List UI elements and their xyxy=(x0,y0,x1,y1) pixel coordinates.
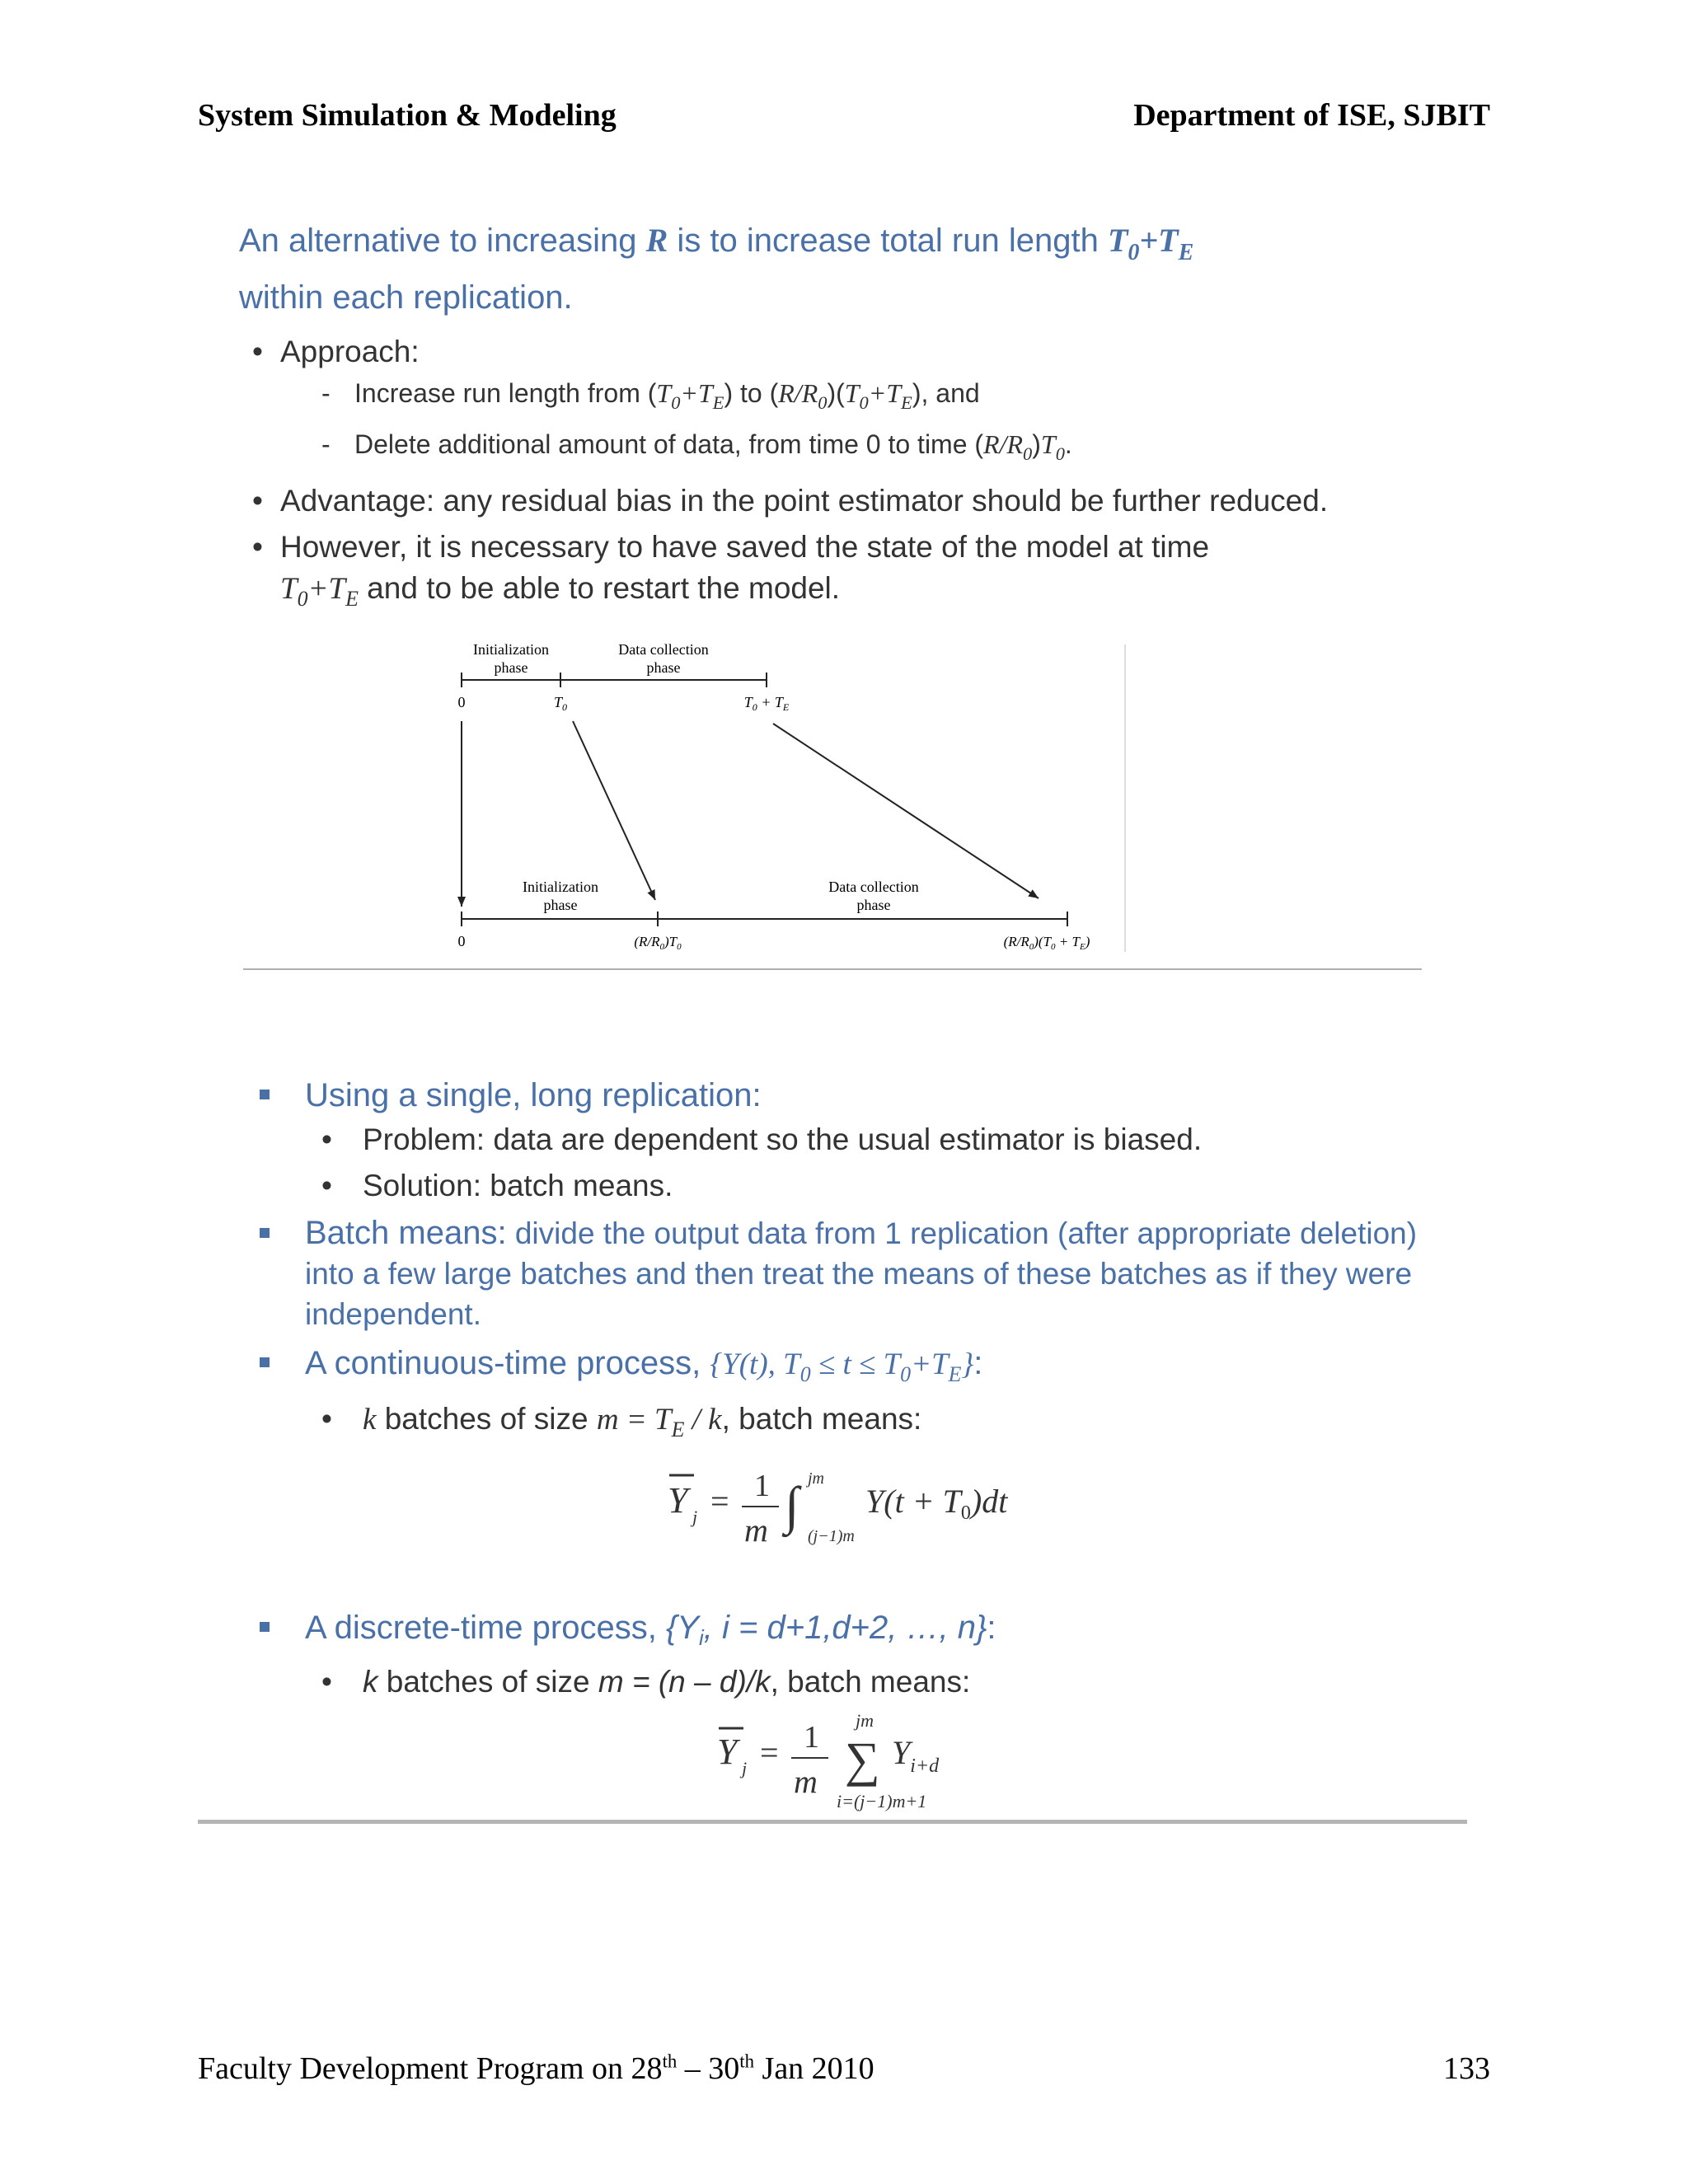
formula-continuous-batch-mean xyxy=(659,1459,1071,1566)
sum-lower: i=(j−1)m+1 xyxy=(837,1791,927,1811)
bullet-discrete-time xyxy=(198,1607,1467,1658)
ybar-y: Y xyxy=(717,1732,738,1772)
summand: $Y_{i+d}$ xyxy=(892,1734,940,1777)
square-bullet xyxy=(260,1622,270,1632)
m: m xyxy=(744,1511,768,1549)
equals: = xyxy=(760,1734,779,1771)
title-text-line2: within each replication. xyxy=(239,279,573,316)
department-name: Department of ISE, SJBIT xyxy=(1133,98,1490,133)
var-k: k xyxy=(363,1664,378,1699)
b4-math: {Yi, i = d+1,d+2, …, n} xyxy=(665,1610,987,1650)
b4-text: A discrete-time process, {Yi, i = d+1,d+2, …, n}: xyxy=(305,1610,996,1650)
sub2-math-1: $R/R_0$ xyxy=(983,429,1033,464)
bullet-dot: • xyxy=(321,1402,332,1436)
title-text-b: is to increase total run length xyxy=(668,223,1108,259)
advantage-text: Advantage: any residual bias in the point estimator should be further reduced. xyxy=(280,484,1329,518)
bottom-tick-2-label: $(R/R_0)(T_0 + T_E)$ xyxy=(1003,934,1090,952)
bullet-advantage xyxy=(239,480,1385,522)
bullet-batch-means xyxy=(198,1213,1442,1334)
b4-math-text: {Y xyxy=(665,1610,699,1647)
page-header xyxy=(198,97,1490,147)
bullet-dot: • xyxy=(321,1169,332,1202)
t0-t: T xyxy=(553,694,563,710)
sub-bullet-delete: - Delete additional amount of data, from time 0 to time $(R/R_0)T_0$. xyxy=(239,424,1418,475)
sub1-text-c: )( xyxy=(827,377,845,408)
sub2-text-a: Delete additional amount of data, from time 0 to time ( xyxy=(354,429,984,459)
footer-text-b: – 30 xyxy=(677,2051,740,2086)
int-lower: (j−1)m xyxy=(808,1527,855,1545)
dash: - xyxy=(321,377,331,408)
sub-bullet-k-batches-continuous xyxy=(198,1399,1467,1451)
integral: ∫ xyxy=(785,1476,799,1535)
dash: - xyxy=(321,429,331,459)
b4-sub1-b: , batch means: xyxy=(770,1664,971,1699)
b2-rest: divide the output data from 1 replication (after appropriate deletion) into a few large batches and then treat the means of these batches as if they were independent. xyxy=(305,1216,1418,1331)
top-phase1-label-1: Initialization xyxy=(473,641,549,658)
title-text-a: An alternative to increasing xyxy=(239,223,646,259)
b4-math-rest: , i = d+1,d+2, …, n} xyxy=(703,1610,987,1647)
b4-sub1-a: batches of size xyxy=(377,1664,598,1699)
footer-sup1: th xyxy=(662,2050,678,2072)
sub1-math-1: $T_0+T_E$ xyxy=(656,377,724,413)
b4-sub1-m: m = (n – d)/k xyxy=(598,1664,771,1699)
slide1-title xyxy=(239,218,1418,320)
b4-title: A discrete-time process, xyxy=(305,1610,666,1647)
sigma: ∑ xyxy=(845,1732,880,1787)
square-bullet xyxy=(260,1090,270,1099)
bullet-dot: • xyxy=(252,484,263,518)
b3-sub1-b: , batch means: xyxy=(721,1402,922,1436)
top-tick-t0-label: $T_0$ xyxy=(553,694,568,713)
bullet-dot: • xyxy=(321,1664,332,1699)
bullet-continuous-time xyxy=(198,1343,1467,1395)
formula-discrete-batch-mean xyxy=(709,1702,1055,1817)
top-phase1-label-2: phase xyxy=(494,659,528,676)
b3-text: A continuous-time process, {Y(t), $T_0 \le t \le T_0+T_E$}: xyxy=(305,1345,983,1387)
one: 1 xyxy=(804,1720,819,1755)
top-phase2-label-2: phase xyxy=(646,659,681,676)
sub2-text-b: ) xyxy=(1032,429,1041,459)
bottom-tick-1-label: $(R/R_0)T_0$ xyxy=(634,934,682,952)
slide-separator xyxy=(243,968,1422,970)
sub-bullet-solution xyxy=(198,1165,1467,1207)
bottom-phase1-label-1: Initialization xyxy=(523,879,598,895)
bottom-phase1-label-2: phase xyxy=(543,897,578,913)
b3-sub1-a: batches of size xyxy=(376,1402,597,1436)
t0te-t: T xyxy=(743,694,753,710)
square-bullet xyxy=(260,1357,270,1367)
b3-title: A continuous-time process, xyxy=(305,1345,710,1381)
sub-bullet-k-batches-discrete xyxy=(198,1661,1467,1703)
ybar-j: j xyxy=(742,1758,748,1779)
bullet-however xyxy=(239,527,1418,620)
page-footer xyxy=(198,2050,1490,2100)
sub-bullet-problem xyxy=(198,1119,1467,1160)
sub1-text-d: ), and xyxy=(912,377,980,408)
rr0-2: (R/R xyxy=(1003,934,1029,949)
arrow-from-t0 xyxy=(573,721,655,900)
sub2-math-2: $T_0$ xyxy=(1040,429,1065,464)
b2-title: Batch means: xyxy=(305,1215,507,1251)
arrow-from-t0te xyxy=(773,724,1039,898)
page-number: 133 xyxy=(1443,2051,1490,2086)
b3-sub1-m: $m = T_E / k$ xyxy=(596,1403,722,1442)
square-bullet xyxy=(260,1228,270,1238)
top-tick-0-label: 0 xyxy=(457,694,466,710)
footer-text-a: Faculty Development Program on 28 xyxy=(198,2051,663,2086)
b1-sub1: Problem: data are dependent so the usual estimator is biased. xyxy=(363,1122,1203,1156)
b3-math: {Y(t), $T_0 \le t \le T_0+T_E$} xyxy=(710,1347,974,1387)
however-line2: and to be able to restart the model. xyxy=(358,571,841,606)
title-var-r: R xyxy=(645,222,668,259)
approach-label: Approach: xyxy=(280,334,420,368)
sub1-text-a: Increase run length from ( xyxy=(354,377,657,408)
bullet-single-replication xyxy=(198,1075,1467,1116)
however-line1: However, it is necessary to have saved the state of the model at time xyxy=(280,530,1210,565)
course-title: System Simulation & Modeling xyxy=(198,98,617,133)
integrand: $Y(t + T_0)dt$ xyxy=(865,1483,1008,1524)
b1-sub2: Solution: batch means. xyxy=(363,1169,673,1202)
b1-title: Using a single, long replication: xyxy=(305,1077,762,1113)
footer-text-c: Jan 2010 xyxy=(754,2051,874,2086)
sub1-text-b: ) to ( xyxy=(724,377,779,408)
title-math-t0te: $T_0+T_E$ xyxy=(1107,222,1194,265)
ybar-j: j xyxy=(692,1507,698,1527)
bottom-tick-0-label: 0 xyxy=(457,933,466,949)
sum-upper: jm xyxy=(856,1710,874,1731)
equals: = xyxy=(710,1483,729,1520)
bullet-dot: • xyxy=(321,1122,332,1156)
bullet-dot: • xyxy=(252,334,263,368)
bottom-phase2-label-1: Data collection xyxy=(828,879,919,895)
m: m xyxy=(794,1763,818,1800)
b3-math-text: {Y(t), T xyxy=(710,1347,800,1381)
run-length-diagram xyxy=(445,635,1146,964)
footer-sup2: th xyxy=(739,2050,755,2072)
one: 1 xyxy=(754,1469,770,1503)
b2-text xyxy=(305,1213,1442,1334)
sub-bullet-increase xyxy=(239,373,1418,424)
sub1-math-3: $T_0+T_E$ xyxy=(844,377,912,413)
footer-program xyxy=(198,2050,874,2087)
rr0-1: (R/R xyxy=(634,934,660,949)
top-tick-t0te-label: $T_0 + T_E$ xyxy=(743,694,790,713)
slide-bottom-separator xyxy=(198,1820,1467,1824)
var-k: k xyxy=(363,1403,377,1437)
bottom-phase2-label-2: phase xyxy=(856,897,891,913)
bullet-dot: • xyxy=(252,530,263,565)
bullet-approach xyxy=(239,331,1418,373)
slide-batch-means xyxy=(198,1047,1467,1830)
top-phase2-label-1: Data collection xyxy=(618,641,709,658)
however-math: $T_0+T_E$ xyxy=(280,572,359,612)
ybar-y: Y xyxy=(668,1480,688,1521)
int-upper: jm xyxy=(808,1469,824,1488)
sub1-math-2: $R/R_0$ xyxy=(778,377,828,413)
